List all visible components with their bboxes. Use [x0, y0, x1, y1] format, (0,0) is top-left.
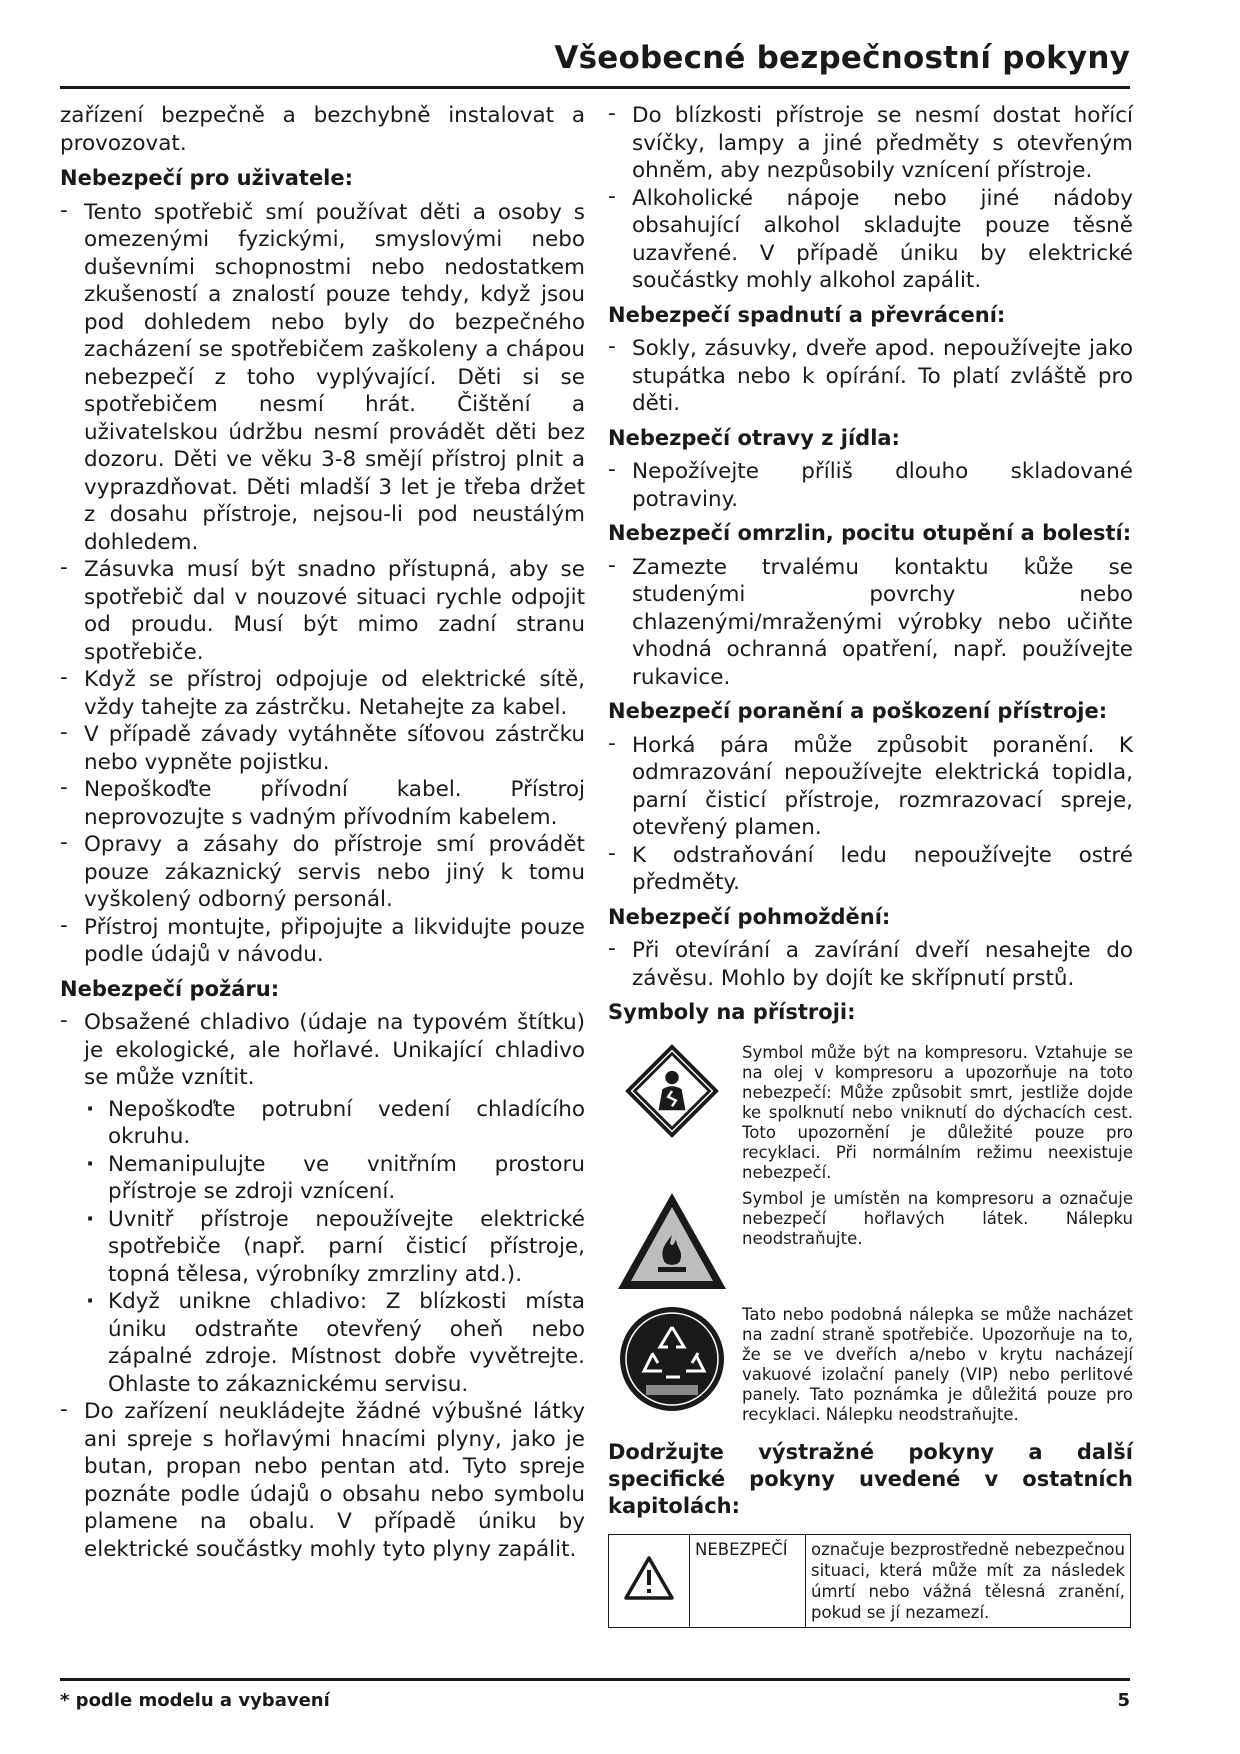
- warning-triangle-icon: [609, 1534, 690, 1627]
- sub-list-item: · Uvnitř přístroje nepoužívejte elektrické spotřebiče (např. parní čisticí přístroje, topná tělesa, výrobníky zmrzliny atd.).: [84, 1206, 585, 1289]
- page-title: Všeobecné bezpečnostní pokyny: [554, 40, 1130, 76]
- food-danger-list: [608, 458, 1133, 513]
- sub-list-item: · Nemanipulujte ve vnitřním prostoru přístroje se zdroji vznícení.: [84, 1151, 585, 1206]
- injury-danger-list: [608, 732, 1133, 897]
- list-item: - V případě závady vytáhněte síťovou zástrčku nebo vypněte pojistku.: [60, 721, 585, 776]
- list-item: - K odstraňování ledu nepoužívejte ostré předměty.: [608, 842, 1133, 897]
- symbol-row: [608, 1043, 1133, 1183]
- food-danger-heading: Nebezpečí otravy z jídla:: [608, 425, 900, 450]
- list-item: - Opravy a zásahy do přístroje smí provádět pouze zákaznický servis nebo jiný k tomu vyškolený odborný personál.: [60, 831, 585, 914]
- left-column: [60, 102, 585, 1570]
- frost-danger-heading: Nebezpečí omrzlin, pocitu otupění a bolestí:: [608, 521, 1132, 545]
- final-heading: Dodržujte výstražné pokyny a další specifické pokyny uvedené v ostatních kapitolách:: [608, 1439, 1133, 1518]
- intro-paragraph: zařízení bezpečně a bezchybně instalovat a provozovat.: [60, 103, 585, 156]
- warning-label: NEBEZPEČÍ: [690, 1534, 806, 1627]
- page-number: 5: [1117, 1690, 1130, 1711]
- list-item-text: Obsažené chladivo (údaje na typovém štítku) je ekologické, ale hořlavé. Unikající chladivo se může vznítit.: [84, 1010, 585, 1090]
- crush-danger-heading: Nebezpečí pohmoždění:: [608, 904, 891, 929]
- symbol-description: Symbol může být na kompresoru. Vztahuje se na olej v kompresoru a upozorňuje na toto nebezpečí: Může způsobit smrt, jestliže dojde ke spolknutí nebo vniknutí do dýchacích cest. Toto upozornění je důležité pouze pro recyklaci. Při normálním režimu neexistuje nebezpečí.: [742, 1042, 1133, 1182]
- list-item: [60, 1009, 585, 1398]
- list-item: - Při otevírání a zavírání dveří nesahejte do závěsu. Mohlo by dojít ke skřípnutí prstů.: [608, 937, 1133, 992]
- user-danger-list: [60, 199, 585, 969]
- sub-list-item: · Když unikne chladivo: Z blízkosti místa úniku odstraňte otevřený oheň nebo zápalné zdroje. Místnost dobře vyvětrejte. Ohlaste to zákaznickému servisu.: [84, 1288, 585, 1398]
- header-divider: [60, 86, 1130, 89]
- list-item: - Sokly, zásuvky, dveře apod. nepoužívejte jako stupátka nebo k opírání. To platí zvláště pro děti.: [608, 335, 1133, 418]
- symbol-description: Tato nebo podobná nálepka se může nacházet na zadní straně spotřebiče. Upozorňuje na to, že se ve dveřích a/nebo v krytu nacházejí vakuové izolační panely (VIP) nebo perlitové panely. Tato poznámka je důležitá pouze pro recyklaci. Nálepku neodstraňujte.: [742, 1304, 1133, 1424]
- list-item: - Do zařízení neukládejte žádné výbušné látky ani spreje s hořlavými hnacími plyny, jako je butan, propan nebo pentan atd. Tyto spreje poznáte podle údajů o obsahu nebo symbolu plamene na obalu. V případě úniku by elektrické součástky mohly tyto plyny zapálit.: [60, 1398, 585, 1563]
- right-column: [608, 102, 1133, 1628]
- list-item: - Tento spotřebič smí používat děti a osoby s omezenými fyzickými, smyslovými nebo duševními schopnostmi nebo nedostatkem zkušeností a znalostí pouze tehdy, když jsou pod dohledem nebo byly do bezpečného zacházení se spotřebičem zaškoleny a chápou nebezpečí z toho vyplývající. Děti si se spotřebičem nesmí hrát. Čištění a uživatelskou údržbu nesmí provádět děti bez dozoru. Děti ve věku 3-8 smějí přístroj plnit a vyprazdňovat. Děti mladší 3 let je třeba držet z dosahu přístroje, nejsou-li pod neustálým dohledem.: [60, 199, 585, 557]
- symbol-description: Symbol je umístěn na kompresoru a označuje nebezpečí hořlavých látek. Nálepku neodstraňujte.: [742, 1188, 1133, 1248]
- crush-danger-list: [608, 937, 1133, 992]
- health-hazard-icon: [608, 1043, 736, 1139]
- footer-note: * podle modelu a vybavení: [60, 1690, 330, 1711]
- symbol-row: [608, 1189, 1133, 1293]
- list-item: - Zamezte trvalému kontaktu kůže se studenými povrchy nebo chlazenými/mraženými výrobky nebo učiňte vhodná ochranná opatření, např. používejte rukavice.: [608, 554, 1133, 692]
- frost-danger-list: [608, 554, 1133, 692]
- footer-divider: [60, 1678, 1130, 1681]
- fall-danger-list: [608, 335, 1133, 418]
- recycling-icon: [608, 1305, 736, 1413]
- warning-description: označuje bezprostředně nebezpečnou situaci, která může mít za následek úmrtí nebo vážná tělesná zranění, pokud se jí nezamezí.: [806, 1534, 1131, 1627]
- list-item: - Přístroj montujte, připojujte a likvidujte pouze podle údajů v návodu.: [60, 914, 585, 969]
- fire-danger-heading: Nebezpečí požáru:: [60, 976, 280, 1001]
- list-item: - Do blízkosti přístroje se nesmí dostat hořící svíčky, lampy a jiné předměty s otevřeným ohněm, aby nezpůsobily vznícení přístroje.: [608, 102, 1133, 185]
- table-row: [609, 1534, 1131, 1627]
- list-item: - Nepoškoďte přívodní kabel. Přístroj neprovozujte s vadným přívodním kabelem.: [60, 776, 585, 831]
- injury-danger-heading: Nebezpečí poranění a poškození přístroje:: [608, 699, 1108, 723]
- fire-danger-list: [60, 1009, 585, 1563]
- fire-continued-list: [608, 102, 1133, 295]
- symbols-heading: Symboly na přístroji:: [608, 1000, 856, 1024]
- user-danger-heading: Nebezpečí pro uživatele:: [60, 166, 354, 190]
- list-item: - Zásuvka musí být snadno přístupná, aby se spotřebič dal v nouzové situaci rychle odpojit od proudu. Musí být mimo zadní stranu spotřebiče.: [60, 556, 585, 666]
- list-item: - Alkoholické nápoje nebo jiné nádoby obsahující alkohol skladujte pouze těsně uzavřené. V případě úniku by elektrické součástky mohly alkohol zapálit.: [608, 185, 1133, 295]
- warning-table: [608, 1534, 1131, 1628]
- sub-list-item: · Nepoškoďte potrubní vedení chladícího okruhu.: [84, 1096, 585, 1151]
- list-item: - Nepožívejte příliš dlouho skladované potraviny.: [608, 458, 1133, 513]
- flammable-warning-icon: [608, 1189, 736, 1293]
- fall-danger-heading: Nebezpečí spadnutí a převrácení:: [608, 302, 1006, 327]
- fire-sublist: [84, 1096, 585, 1399]
- list-item: - Když se přístroj odpojuje od elektrické sítě, vždy tahejte za zástrčku. Netahejte za kabel.: [60, 666, 585, 721]
- list-item: - Horká pára může způsobit poranění. K odmrazování nepoužívejte elektrická topidla, parní čisticí přístroje, rozmrazovací spreje, otevřený plamen.: [608, 732, 1133, 842]
- symbol-row: [608, 1305, 1133, 1425]
